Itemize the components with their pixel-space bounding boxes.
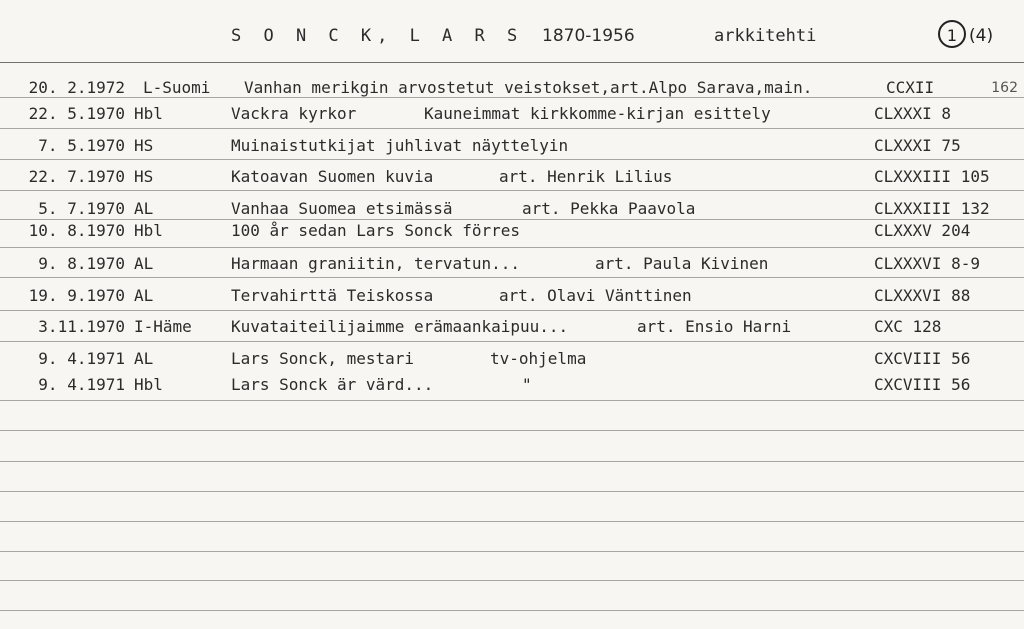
entry-page: 162 (991, 80, 1018, 96)
entry-source: Hbl (134, 104, 163, 123)
entry-date: 3.11.1970 (38, 317, 125, 336)
entry-title: Vanhaa Suomea etsimässä (231, 199, 453, 218)
entry-article: Kauneimmat kirkkomme-kirjan esittely (424, 104, 771, 123)
entry-article: art. Henrik Lilius (499, 167, 673, 186)
entry-row (0, 199, 1024, 221)
rule (0, 610, 1024, 611)
entry-article: art. Pekka Paavola (522, 199, 696, 218)
entry-title: Lars Sonck, mestari (231, 349, 415, 368)
entry-title: Muinaistutkijat juhlivat näyttelyin (231, 136, 569, 155)
entry-row (0, 136, 1024, 158)
entry-title: Lars Sonck är värd... (231, 375, 434, 394)
card-number (938, 20, 993, 48)
entry-source: AL (134, 286, 154, 305)
rule (0, 159, 1024, 160)
entry-article: art. Olavi Vänttinen (499, 286, 692, 305)
entry-date: 7. 5.1970 (38, 136, 125, 155)
entry-row (0, 254, 1024, 276)
entry-row (0, 167, 1024, 189)
rule (0, 310, 1024, 311)
entry-date: 10. 8.1970 (28, 221, 125, 240)
entry-date: 19. 9.1970 (28, 286, 125, 305)
entry-row (0, 104, 1024, 126)
entry-date: 22. 5.1970 (28, 104, 125, 123)
rule (0, 247, 1024, 248)
rule (0, 521, 1024, 522)
rule (0, 461, 1024, 462)
rule (0, 341, 1024, 342)
entry-ref: CLXXXI 8 (874, 104, 952, 123)
entry-ref: CXCVIII 56 (874, 375, 971, 394)
entry-ref: CLXXXVI 88 (874, 286, 971, 305)
entry-article: tv-ohjelma (490, 349, 587, 368)
card-total: (4) (969, 26, 994, 46)
card-number-circled: 1 (938, 20, 966, 48)
entry-title: Kuvataiteilijaimme erämaankaipuu... (231, 317, 569, 336)
entry-source: HS (134, 136, 154, 155)
entry-ref: CCXII (886, 78, 935, 97)
rule (0, 580, 1024, 581)
entry-source: Hbl (134, 221, 163, 240)
entry-title: Vackra kyrkor (231, 104, 357, 123)
header-rule (0, 62, 1024, 63)
entry-article: art. Paula Kivinen (595, 254, 769, 273)
entry-row (0, 375, 1024, 397)
entry-source: AL (134, 199, 154, 218)
entry-ref: CLXXXIII 105 (874, 167, 990, 186)
entry-article: art. Ensio Harni (637, 317, 792, 336)
rule (0, 430, 1024, 431)
entry-source: HS (134, 167, 154, 186)
entry-row (0, 221, 1024, 243)
entry-ref: CXC 128 (874, 317, 942, 336)
subject-years: 1870-1956 (542, 26, 635, 46)
entry-ref: CLXXXV 204 (874, 221, 971, 240)
entry-ref: CLXXXIII 132 (874, 199, 990, 218)
entry-title: Tervahirttä Teiskossa (231, 286, 434, 305)
entry-row (0, 317, 1024, 339)
entry-title: Harmaan graniitin, tervatun... (231, 254, 520, 273)
entry-date: 9. 8.1970 (38, 254, 125, 273)
entry-date: 5. 7.1970 (38, 199, 125, 218)
subject-name: S O N C K, L A R S (231, 26, 524, 46)
entry-date: 9. 4.1971 (38, 349, 125, 368)
rule (0, 128, 1024, 129)
entry-ref: CLXXXVI 8-9 (874, 254, 980, 273)
rule (0, 400, 1024, 401)
entry-row (0, 286, 1024, 308)
rule (0, 277, 1024, 278)
rule (0, 551, 1024, 552)
entry-row (0, 78, 1024, 100)
entry-date: 22. 7.1970 (28, 167, 125, 186)
entry-source: Hbl (134, 375, 163, 394)
entry-title: Katoavan Suomen kuvia (231, 167, 434, 186)
subject-profession: arkkitehti (714, 26, 817, 46)
entry-ref: CXCVIII 56 (874, 349, 971, 368)
entry-source: AL (134, 254, 154, 273)
entry-title: 100 år sedan Lars Sonck förres (231, 221, 520, 240)
entry-article: " (522, 375, 532, 394)
entry-source: AL (134, 349, 154, 368)
entry-row (0, 349, 1024, 371)
rule (0, 491, 1024, 492)
rule (0, 190, 1024, 191)
entry-ref: CLXXXI 75 (874, 136, 961, 155)
entry-source: L-Suomi (143, 78, 211, 97)
entry-title: Vanhan merikgin arvostetut veistokset,art.Alpo Sarava,main. (244, 78, 813, 97)
entry-date: 20. 2.1972 (28, 78, 125, 97)
entry-source: I-Häme (134, 317, 192, 336)
entry-date: 9. 4.1971 (38, 375, 125, 394)
